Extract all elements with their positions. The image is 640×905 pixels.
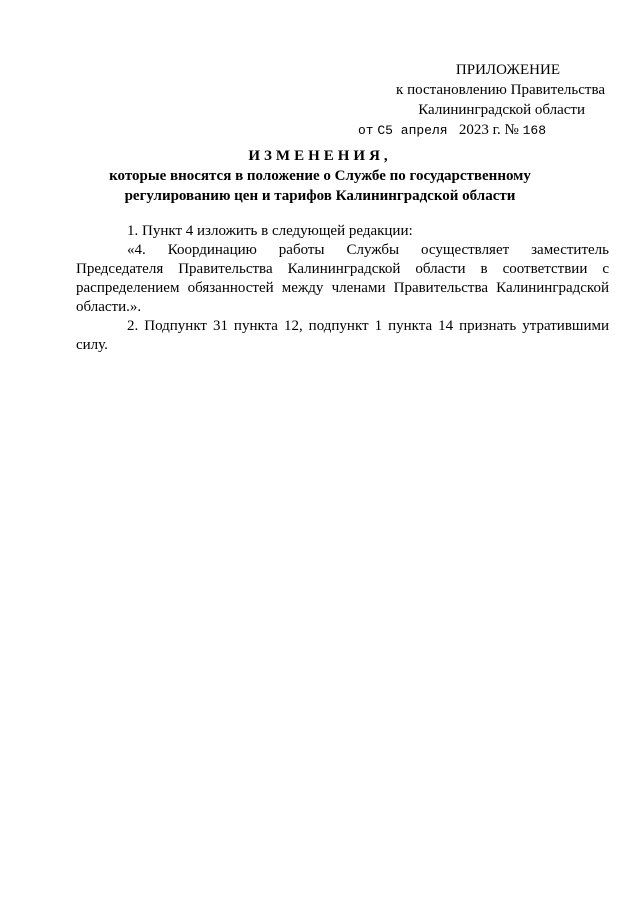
paragraph-3: 2. Подпункт 31 пункта 12, подпункт 1 пункта 14 признать утратившими силу.: [76, 318, 609, 353]
appendix-resolution-line: к постановлению Правительства: [396, 82, 605, 98]
date-day-month: С5 апреля: [377, 123, 448, 138]
appendix-date-line: [330, 120, 610, 141]
appendix-title: ПРИЛОЖЕНИЕ: [455, 62, 560, 78]
heading-line-2: регулированию цен и тарифов Калининградской области: [124, 188, 516, 204]
date-prefix: от: [358, 123, 374, 138]
document-heading: [60, 146, 580, 206]
heading-title: ИЗМЕНЕНИЯ,: [248, 148, 392, 164]
paragraph-2: «4. Координацию работы Службы осуществляет заместитель Председателя Правительства Калининградской области в соответствии с распределением обязанностей между членами Правительства Калининградской области.».: [76, 242, 609, 315]
date-year: 2023 г. №: [458, 122, 519, 138]
heading-line-1: которые вносятся в положение о Службе по государственному: [109, 168, 531, 184]
document-number: 168: [522, 123, 547, 138]
appendix-header: [330, 60, 610, 141]
paragraph-1: 1. Пункт 4 изложить в следующей редакции:: [127, 223, 413, 239]
appendix-region-line: Калининградской области: [418, 102, 585, 118]
document-body: [76, 222, 609, 355]
